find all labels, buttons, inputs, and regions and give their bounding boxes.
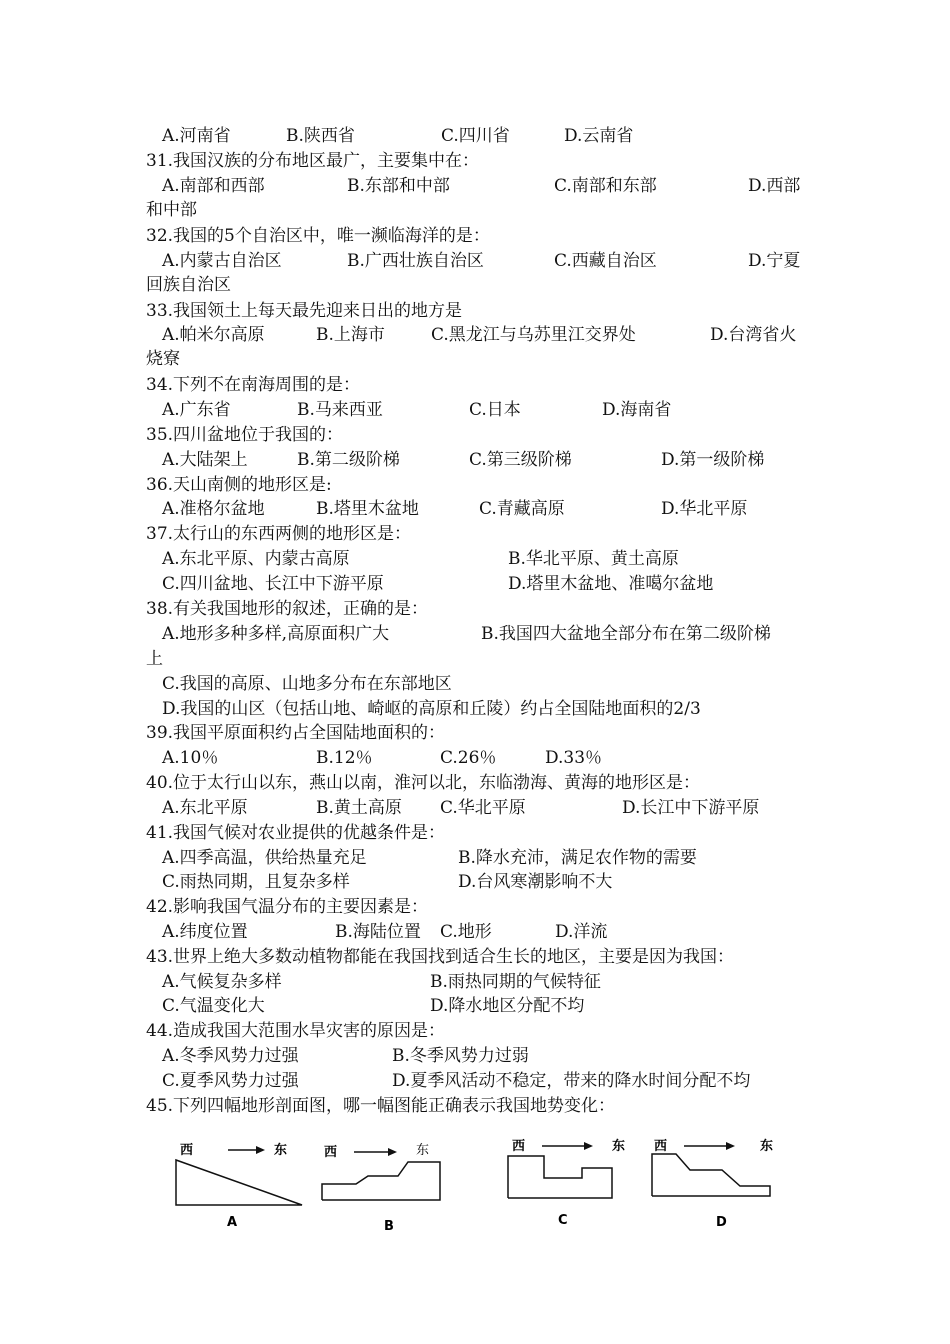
option-letter: C — [558, 1213, 568, 1228]
answer-option: A.东北平原 — [162, 798, 248, 818]
answer-option: B.我国四大盆地全部分布在第二级阶梯 — [481, 624, 771, 644]
answer-option: D.降水地区分配不均 — [430, 996, 585, 1016]
answer-option: B.黄土高原 — [316, 798, 402, 818]
answer-option: C.第三级阶梯 — [469, 450, 572, 470]
answer-option: D.洋流 — [555, 922, 608, 942]
answer-option: D.第一级阶梯 — [661, 450, 765, 470]
answer-option: D.33％ — [545, 748, 603, 768]
answer-option: A.准格尔盆地 — [162, 499, 265, 519]
question-stem: 33.我国领土上每天最先迎来日出的地方是 — [146, 301, 463, 321]
answer-option: B.广西壮族自治区 — [347, 251, 484, 271]
west-label: 西 — [180, 1143, 194, 1158]
question-stem: 42.影响我国气温分布的主要因素是： — [146, 897, 429, 917]
answer-option: C.青藏高原 — [479, 499, 565, 519]
west-label: 西 — [512, 1139, 526, 1154]
question-stem: 38.有关我国地形的叙述，正确的是： — [146, 599, 429, 619]
answer-option: D.长江中下游平原 — [622, 798, 760, 818]
answer-option: D.西部 — [748, 176, 801, 196]
answer-option: C.雨热同期，且复杂多样 — [162, 872, 350, 892]
answer-option: C.地形 — [440, 922, 492, 942]
answer-option: B.降水充沛，满足农作物的需要 — [458, 848, 697, 868]
answer-option: B.雨热同期的气候特征 — [430, 972, 601, 992]
answer-option: A.南部和西部 — [162, 176, 265, 196]
answer-option: C.西藏自治区 — [554, 251, 657, 271]
answer-option: 回族自治区 — [146, 275, 231, 295]
answer-option: A.冬季风势力过强 — [162, 1046, 299, 1066]
east-label: 东 — [612, 1139, 626, 1154]
profile-diagram-b — [318, 1138, 448, 1233]
answer-option: A.纬度位置 — [162, 922, 248, 942]
answer-option: D.台湾省火 — [710, 325, 797, 345]
answer-option: C.黑龙江与乌苏里江交界处 — [431, 325, 636, 345]
answer-option: 和中部 — [146, 200, 197, 220]
answer-option: C.我国的高原、山地多分布在东部地区 — [162, 674, 452, 694]
question-stem: 32.我国的5个自治区中，唯一濒临海洋的是： — [146, 226, 490, 246]
answer-option: C.四川省 — [441, 126, 510, 146]
west-label: 西 — [324, 1145, 338, 1160]
question-stem: 45.下列四幅地形剖面图，哪一幅图能正确表示我国地势变化： — [146, 1096, 616, 1116]
question-stem: 35.四川盆地位于我国的： — [146, 425, 344, 445]
answer-option: C.四川盆地、长江中下游平原 — [162, 574, 384, 594]
answer-option: A.内蒙古自治区 — [162, 251, 282, 271]
answer-option: D.我国的山区（包括山地、崎岖的高原和丘陵）约占全国陆地面积的2/3 — [162, 699, 701, 719]
question-stem: 37.太行山的东西两侧的地形区是： — [146, 524, 412, 544]
terrain-profile — [176, 1160, 302, 1205]
answer-option: C.26％ — [440, 748, 497, 768]
answer-option: B.陕西省 — [286, 126, 355, 146]
answer-option: A.10％ — [162, 748, 219, 768]
question-stem: 39.我国平原面积约占全国陆地面积的： — [146, 723, 446, 743]
option-letter: B — [384, 1219, 394, 1234]
answer-option: B.12％ — [316, 748, 373, 768]
answer-option: B.海陆位置 — [335, 922, 421, 942]
answer-option: B.华北平原、黄土高原 — [508, 549, 679, 569]
answer-option: A.大陆架上 — [162, 450, 248, 470]
terrain-profile — [322, 1162, 440, 1200]
terrain-profile — [652, 1154, 770, 1196]
question-stem: 41.我国气候对农业提供的优越条件是： — [146, 823, 446, 843]
west-label: 西 — [654, 1139, 668, 1154]
answer-option: B.冬季风势力过弱 — [392, 1046, 529, 1066]
answer-option: B.第二级阶梯 — [297, 450, 400, 470]
answer-option: C.日本 — [469, 400, 521, 420]
option-letter: D — [716, 1215, 727, 1230]
profile-diagram-d — [648, 1136, 778, 1231]
answer-option: C.夏季风势力过强 — [162, 1071, 299, 1091]
question-stem: 43.世界上绝大多数动植物都能在我国找到适合生长的地区，主要是因为我国： — [146, 947, 735, 967]
answer-option: A.河南省 — [162, 126, 231, 146]
answer-option: A.四季高温，供给热量充足 — [162, 848, 367, 868]
answer-option: D.宁夏 — [748, 251, 801, 271]
answer-option: 上 — [146, 649, 163, 669]
answer-option: D.塔里木盆地、准噶尔盆地 — [508, 574, 714, 594]
east-label: 东 — [416, 1143, 430, 1158]
question-stem: 44.造成我国大范围水旱灾害的原因是： — [146, 1021, 446, 1041]
answer-option: 烧寮 — [146, 349, 180, 369]
question-stem: 34.下列不在南海周围的是： — [146, 375, 361, 395]
answer-option: D.海南省 — [602, 400, 672, 420]
answer-option: C.南部和东部 — [554, 176, 657, 196]
answer-option: B.上海市 — [316, 325, 385, 345]
answer-option: D.台风寒潮影响不大 — [458, 872, 613, 892]
answer-option: A.帕米尔高原 — [162, 325, 265, 345]
answer-option: B.东部和中部 — [347, 176, 450, 196]
answer-option: C.华北平原 — [440, 798, 526, 818]
east-label: 东 — [760, 1139, 774, 1154]
answer-option: A.气候复杂多样 — [162, 972, 282, 992]
question-stem: 31.我国汉族的分布地区最广，主要集中在： — [146, 151, 480, 171]
answer-option: B.塔里木盆地 — [316, 499, 419, 519]
answer-option: A.东北平原、内蒙古高原 — [162, 549, 350, 569]
question-stem: 40.位于太行山以东，燕山以南，淮河以北，东临渤海、黄海的地形区是： — [146, 773, 701, 793]
option-letter: A — [227, 1215, 238, 1230]
question-stem: 36.天山南侧的地形区是: — [146, 475, 332, 495]
answer-option: D.云南省 — [564, 126, 634, 146]
terrain-profile — [508, 1156, 612, 1198]
answer-option: A.广东省 — [162, 400, 231, 420]
east-label: 东 — [274, 1143, 288, 1158]
profile-diagram-a — [170, 1138, 310, 1233]
answer-option: B.马来西亚 — [297, 400, 383, 420]
answer-option: C.气温变化大 — [162, 996, 265, 1016]
profile-diagram-c — [506, 1136, 636, 1231]
answer-option: D.华北平原 — [661, 499, 748, 519]
answer-option: D.夏季风活动不稳定，带来的降水时间分配不均 — [392, 1071, 751, 1091]
answer-option: A.地形多种多样,高原面积广大 — [162, 624, 390, 644]
